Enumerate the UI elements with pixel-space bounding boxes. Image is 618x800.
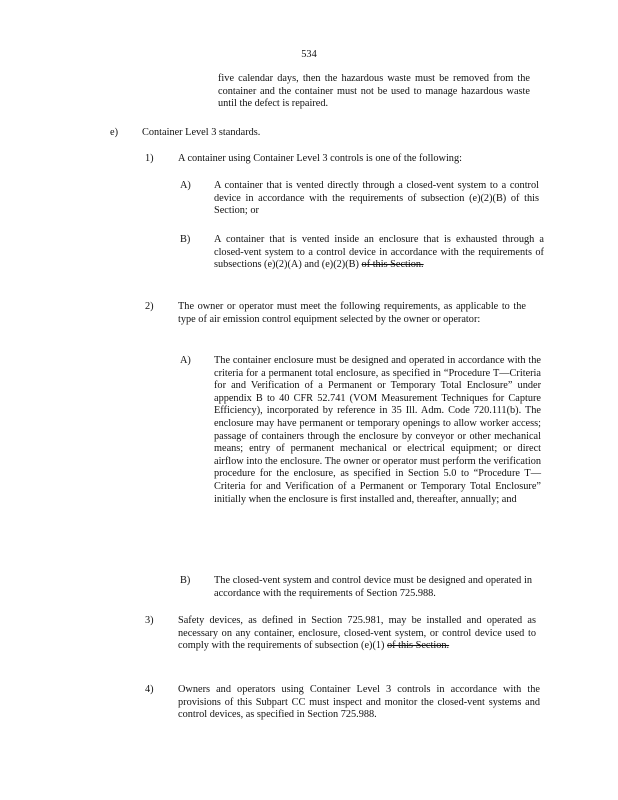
item-2a-text: The container enclosure must be designed and operated in accordance with the criteria for a permanent total enclosure, as specified in “Procedure T—Criteria for and Verification of a Permanent or Temporary Total Enclosure” under appendix B to 40 CFR 52.741 (VOM Measurement Techniques for Capture Efficiency), incorporated by reference in 35 Ill. Adm. Code 720.111(b). The enclosure may have permanent or temporary openings to allow worker access; passage of containers through the enclosure by conveyor or other mechanical means; entry of permanent mechanical or electrical equipment; or direct airflow into the enclosure. The owner or operator must perform the verification procedure for the enclosure, as specified in Section 5.0 to “Procedure T—Criteria for and Verification of a Permanent or Temporary Total Enclosure” initially when the enclosure is first installed and, thereafter, annually; and xyxy=(214,355,541,505)
item-3-marker: 3) xyxy=(145,615,154,626)
continuation-paragraph: five calendar days, then the hazardous waste must be removed from the container and the container must not be used to manage hazardous waste until the defect is repaired. xyxy=(218,73,530,110)
item-1a-text: A container that is vented directly through a closed-vent system to a control device in accordance with the requirements of subsection (e)(2)(B) of this Section; or xyxy=(214,180,539,217)
section-e-heading: Container Level 3 standards. xyxy=(142,127,261,138)
item-2b-text: The closed-vent system and control device must be designed and operated in accordance with the requirements of Section 725.988. xyxy=(214,575,532,599)
item-4-marker: 4) xyxy=(145,684,154,695)
item-4-text: Owners and operators using Container Level 3 controls in accordance with the provisions of this Subpart CC must inspect and monitor the closed-vent systems and control devices, as specified in Section 725.988. xyxy=(178,684,540,721)
item-1b-text: A container that is vented inside an enclosure that is exhausted through a closed-vent system to a control device in accordance with the requirements of subsections (e)(2)(A) and (e)(2)(B) xyxy=(214,234,544,271)
section-e-marker: e) xyxy=(110,127,118,138)
item-2-text: The owner or operator must meet the following requirements, as applicable to the type of air emission control equipment selected by the owner or operator: xyxy=(178,301,526,325)
item-1b-paragraph xyxy=(214,234,544,272)
item-3-paragraph xyxy=(178,615,536,653)
item-2a-marker: A) xyxy=(180,355,191,366)
item-1-text: A container using Container Level 3 controls is one of the following: xyxy=(178,153,462,164)
item-1a-marker: A) xyxy=(180,180,191,191)
item-2-marker: 2) xyxy=(145,301,154,312)
item-3-struck-text: of this Section. xyxy=(387,640,450,652)
item-3-text: Safety devices, as defined in Section 725.981, may be installed and operated as necessary on any container, enclosure, closed-vent system, or control device used to comply with the requirements of subsection (e)(1) xyxy=(178,615,536,652)
page-number: 534 xyxy=(301,49,317,60)
item-2b-marker: B) xyxy=(180,575,191,586)
item-1-marker: 1) xyxy=(145,153,154,164)
item-1b-struck-text: of this Section. xyxy=(361,259,424,271)
item-1b-marker: B) xyxy=(180,234,191,245)
